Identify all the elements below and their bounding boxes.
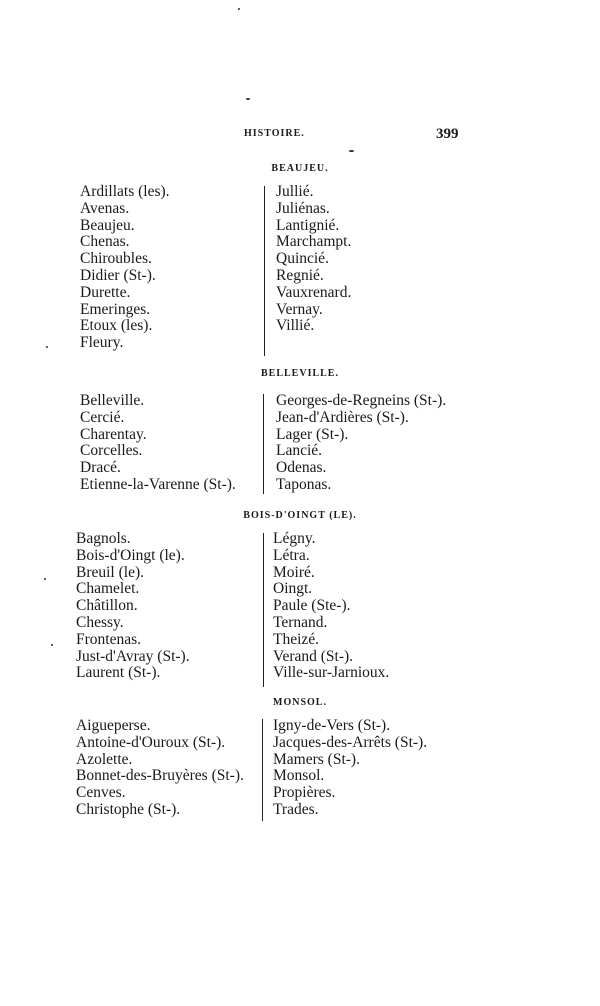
monsol-right-column	[273, 718, 427, 819]
list-item: Légny.	[273, 530, 316, 547]
list-item: Mamers (St-).	[273, 750, 360, 768]
list-item: Létra.	[273, 546, 310, 564]
list-item: Regnié.	[276, 266, 324, 284]
list-item: Paule (Ste-).	[273, 597, 351, 615]
scan-speck	[44, 578, 46, 580]
list-item: Taponas.	[276, 475, 332, 493]
list-item: Propières.	[273, 784, 336, 802]
list-item: Jacques-des-Arrêts (St-).	[273, 733, 428, 751]
list-item: Theizé.	[273, 630, 320, 648]
scan-speck	[349, 150, 354, 152]
list-item: Marchampt.	[276, 233, 352, 251]
list-item: Beaujeu.	[80, 216, 135, 234]
list-item: Azolette.	[76, 750, 133, 768]
column-divider	[263, 533, 264, 687]
list-item: Didier (St-).	[80, 266, 156, 284]
list-item: Lancié.	[276, 442, 323, 460]
list-item: Cercié.	[80, 408, 125, 426]
scan-speck	[51, 644, 53, 646]
list-item: Châtillon.	[76, 597, 138, 615]
list-item: Ardillats (les).	[80, 183, 170, 200]
section-title-monsol: MONSOL.	[273, 697, 327, 708]
section-title-belleville: BELLEVILLE.	[261, 368, 339, 379]
bois-d-oingt-right-column	[273, 531, 389, 682]
list-item: Laurent (St-).	[76, 664, 161, 682]
list-item: Cenves.	[76, 784, 126, 802]
bois-d-oingt-left-column	[76, 531, 190, 682]
list-item: Trades.	[273, 800, 319, 818]
page-number: 399	[436, 126, 459, 142]
beaujeu-left-column	[80, 184, 170, 352]
list-item: Dracé.	[80, 459, 121, 477]
belleville-right-column	[276, 393, 446, 494]
list-item: Avenas.	[80, 199, 130, 217]
list-item: Quincié.	[276, 250, 329, 268]
list-item: Jean-d'Ardières (St-).	[276, 408, 409, 426]
column-divider	[262, 719, 263, 821]
scan-speck	[238, 8, 240, 10]
list-item: Monsol.	[273, 767, 325, 785]
list-item: Villié.	[276, 317, 315, 335]
belleville-left-column	[80, 393, 236, 494]
list-item: Igny-de-Vers (St-).	[273, 717, 391, 734]
list-item: Bonnet-des-Bruyères (St-).	[76, 767, 244, 785]
list-item: Fleury.	[80, 334, 124, 352]
list-item: Etienne-la-Varenne (St-).	[80, 475, 236, 493]
monsol-left-column	[76, 718, 244, 819]
list-item: Corcelles.	[80, 442, 143, 460]
list-item: Jullié.	[276, 183, 314, 200]
list-item: Vauxrenard.	[276, 283, 352, 301]
list-item: Belleville.	[80, 392, 145, 409]
list-item: Vernay.	[276, 300, 323, 318]
page-header	[0, 126, 600, 148]
list-item: Durette.	[80, 283, 131, 301]
scan-speck	[246, 98, 250, 100]
section-title-bois-d-oingt: BOIS-D'OINGT (LE).	[243, 510, 357, 521]
list-item: Juliénas.	[276, 199, 330, 217]
list-item: Verand (St-).	[273, 647, 354, 665]
list-item: Breuil (le).	[76, 563, 145, 581]
list-item: Moiré.	[273, 563, 315, 581]
scan-speck	[46, 346, 48, 348]
column-divider	[263, 394, 264, 494]
section-title-beaujeu: BEAUJEU.	[271, 163, 329, 174]
list-item: Bagnols.	[76, 530, 131, 547]
list-item: Chamelet.	[76, 580, 140, 598]
beaujeu-right-column	[276, 184, 351, 335]
list-item: Lager (St-).	[276, 425, 349, 443]
list-item: Ville-sur-Jarnioux.	[273, 664, 390, 682]
list-item: Antoine-d'Ouroux (St-).	[76, 733, 226, 751]
list-item: Emeringes.	[80, 300, 151, 318]
column-divider	[264, 186, 265, 356]
list-item: Bois-d'Oingt (le).	[76, 546, 185, 564]
list-item: Chessy.	[76, 613, 124, 631]
list-item: Frontenas.	[76, 630, 142, 648]
list-item: Chenas.	[80, 233, 130, 251]
list-item: Just-d'Avray (St-).	[76, 647, 190, 665]
list-item: Chiroubles.	[80, 250, 152, 268]
list-item: Aigueperse.	[76, 717, 151, 734]
list-item: Georges-de-Regneins (St-).	[276, 392, 447, 409]
list-item: Charentay.	[80, 425, 147, 443]
list-item: Lantignié.	[276, 216, 340, 234]
running-title: HISTOIRE.	[244, 128, 305, 139]
list-item: Ternand.	[273, 613, 328, 631]
list-item: Oingt.	[273, 580, 313, 598]
list-item: Etoux (les).	[80, 317, 153, 335]
list-item: Odenas.	[276, 459, 327, 477]
list-item: Christophe (St-).	[76, 800, 181, 818]
